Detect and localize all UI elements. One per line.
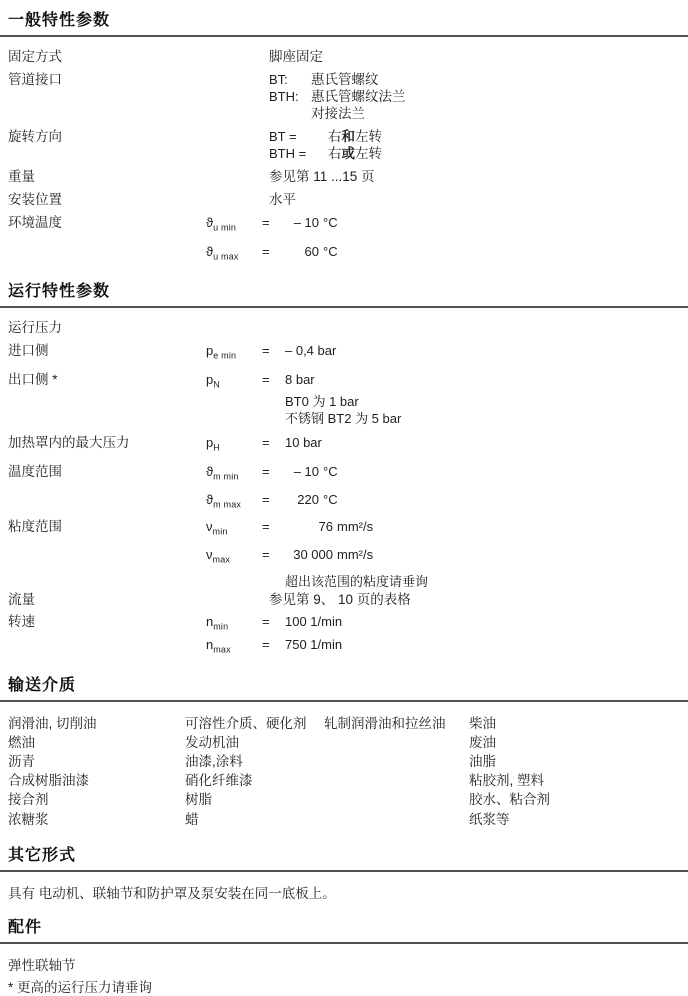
- value-number: 60: [304, 243, 319, 259]
- value-number: – 10: [293, 463, 319, 479]
- spec-row-rotation: [0, 145, 688, 162]
- value-unit: mm²/s: [337, 546, 374, 562]
- spec-value: [281, 546, 688, 563]
- spec-value: 水平: [269, 192, 296, 207]
- spec-row-rotation: [0, 128, 688, 145]
- equals-sign: =: [262, 546, 270, 562]
- code-key: BT =: [269, 129, 297, 144]
- value-unit: mm²/s: [337, 519, 374, 535]
- media-row: [0, 752, 688, 771]
- media-row: [0, 771, 688, 790]
- media-cell: 纸浆等: [469, 811, 510, 827]
- media-cell: [324, 810, 469, 829]
- value-unit: °C: [323, 463, 338, 479]
- spec-value-text: 对接法兰: [311, 106, 365, 121]
- spec-value: 750 1/min: [285, 636, 343, 652]
- value-number: – 10: [293, 215, 319, 230]
- spec-value: [199, 145, 688, 162]
- spec-row-speed: [0, 636, 688, 659]
- media-table: [0, 714, 688, 829]
- spec-row-outlet-note: [0, 410, 688, 427]
- value-unit: °C: [323, 491, 338, 507]
- value-number: 30 000: [293, 546, 333, 562]
- spec-row-flow: [0, 591, 688, 608]
- value-unit: °C: [323, 215, 338, 230]
- media-cell: 油漆,涂料: [185, 753, 243, 769]
- spec-value-text: 惠氏管螺纹法兰: [311, 89, 406, 104]
- media-cell: 可溶性介质、硬化剂: [185, 715, 307, 731]
- media-cell: [324, 771, 469, 790]
- spec-value: [281, 463, 688, 480]
- media-cell: 发动机油: [185, 734, 239, 750]
- spec-row-pipe-connection: [0, 88, 688, 105]
- symbol-theta-m-min: $ϑ_{m min}$: [206, 463, 239, 482]
- spec-value: [281, 243, 688, 260]
- symbol-p-h: $p_H$: [206, 435, 220, 453]
- accessory-item: 弹性联轴节: [8, 957, 76, 973]
- media-cell: 轧制润滑油和拉丝油: [324, 715, 446, 731]
- media-cell: 浓糖浆: [8, 811, 49, 827]
- symbol-theta-u-min: $ϑ_{u min}$: [206, 215, 237, 233]
- spec-value: 脚座固定: [269, 49, 323, 64]
- section-other-versions: [0, 842, 688, 902]
- symbol-nu-max: $\nu_{max}$: [206, 546, 231, 565]
- section-title: 输送介质: [0, 672, 688, 702]
- spec-row-install-position: [0, 191, 688, 208]
- spec-row-viscosity-note: [0, 573, 688, 590]
- media-cell: 沥青: [8, 753, 35, 769]
- spec-value-emphasis: 或: [341, 146, 355, 161]
- spec-value: [199, 128, 688, 145]
- spec-value: [199, 71, 688, 88]
- media-row: [0, 733, 688, 752]
- value-number: 76: [318, 519, 333, 535]
- spec-label: 转速: [8, 614, 35, 630]
- spec-value-text: 右: [328, 129, 342, 144]
- spec-label: 流量: [8, 592, 35, 608]
- spec-note: BT0 为 1 bar: [285, 394, 359, 410]
- spec-row-outlet: [0, 371, 688, 394]
- media-cell: 废油: [469, 734, 496, 750]
- spec-label: 固定方式: [8, 49, 62, 64]
- section-accessories: [0, 914, 688, 996]
- spec-row-mounting: [0, 48, 688, 65]
- code-key: BT:: [269, 72, 288, 87]
- media-cell: 柴油: [469, 715, 496, 731]
- spec-row-viscosity: [0, 518, 688, 541]
- code-key: BTH:: [269, 89, 299, 104]
- equals-sign: =: [262, 435, 270, 451]
- media-row: [0, 714, 688, 733]
- spec-value-emphasis: 和: [341, 129, 355, 144]
- spec-label: 安装位置: [8, 192, 62, 207]
- spec-value: [199, 105, 688, 122]
- other-versions-text: 具有 电动机、联轴节和防护罩及泵安装在同一底板上。: [8, 885, 336, 901]
- spec-label: 环境温度: [8, 215, 62, 230]
- symbol-theta-m-max: $ϑ_{m max}$: [206, 491, 242, 510]
- media-cell: [324, 733, 469, 752]
- section-transport-media: [0, 672, 688, 829]
- equals-sign: =: [262, 371, 270, 387]
- spec-row-ambient-temp: [0, 214, 688, 237]
- section-operating-parameters: [0, 278, 688, 658]
- spec-row-inlet: [0, 342, 688, 365]
- equals-sign: =: [262, 215, 270, 230]
- value-number: 220: [297, 491, 319, 507]
- equals-sign: =: [262, 519, 270, 535]
- spec-note: 不锈钢 BT2 为 5 bar: [285, 411, 402, 427]
- media-cell: 硝化纤维漆: [185, 773, 253, 789]
- equals-sign: =: [262, 614, 270, 630]
- media-cell: 燃油: [8, 734, 35, 750]
- symbol-n-max: $n_{max}$: [206, 636, 231, 655]
- spec-value: [281, 214, 688, 231]
- media-cell: 合成树脂油漆: [8, 773, 89, 789]
- spec-label: 旋转方向: [8, 129, 62, 144]
- section-title: 运行特性参数: [0, 278, 688, 308]
- media-cell: 粘胶剂, 塑料: [469, 773, 545, 789]
- spec-value: [281, 491, 688, 508]
- equals-sign: =: [262, 343, 270, 359]
- media-cell: [324, 752, 469, 771]
- spec-row-temp-range: [0, 491, 688, 514]
- media-cell: 接合剂: [8, 792, 49, 808]
- media-cell: 油脂: [469, 753, 496, 769]
- spec-value-text: 左转: [355, 146, 382, 161]
- spec-row-outlet-note: [0, 393, 688, 410]
- section-general-parameters: [0, 7, 688, 265]
- section-title: 一般特性参数: [0, 7, 688, 37]
- spec-row-ambient-temp: [0, 243, 688, 266]
- spec-row-pipe-connection: [0, 71, 688, 88]
- media-cell: 树脂: [185, 792, 212, 808]
- symbol-theta-u-max: $ϑ_{u max}$: [206, 243, 239, 262]
- media-cell: 胶水、粘合剂: [469, 792, 550, 808]
- footnote: * 更高的运行压力请垂询: [8, 979, 153, 995]
- symbol-p-n: $p_N$: [206, 371, 220, 390]
- spec-value: 100 1/min: [285, 614, 343, 630]
- media-row: [0, 810, 688, 829]
- spec-note: 超出该范围的粘度请垂询: [285, 574, 429, 590]
- spec-row-speed: [0, 613, 688, 636]
- spec-row-pipe-connection: [0, 105, 688, 122]
- media-row: [0, 790, 688, 809]
- media-cell: [324, 790, 469, 809]
- spec-value: 10 bar: [285, 435, 322, 451]
- spec-value-text: 右: [328, 146, 342, 161]
- spec-rows: [0, 319, 688, 658]
- spec-value-text: 左转: [355, 129, 382, 144]
- spec-label: 温度范围: [8, 463, 62, 479]
- symbol-p-e-min: $p_{e min}$: [206, 343, 237, 361]
- spec-rows: [0, 48, 688, 265]
- spec-row-temp-range: [0, 463, 688, 486]
- spec-row-viscosity: [0, 546, 688, 569]
- equals-sign: =: [262, 243, 270, 259]
- value-unit: °C: [323, 243, 338, 259]
- spec-label: 运行压力: [8, 320, 62, 336]
- spec-row-heating-jacket: [0, 434, 688, 457]
- spec-row-operating-pressure: [0, 319, 688, 336]
- spec-value: [199, 88, 688, 105]
- spec-label: 出口侧 *: [8, 371, 58, 387]
- spec-value: – 0,4 bar: [285, 343, 337, 359]
- spec-value: 参见第 11 ...15 页: [269, 169, 375, 184]
- spec-label: 重量: [8, 169, 35, 184]
- equals-sign: =: [262, 463, 270, 479]
- media-cell: 蜡: [185, 811, 199, 827]
- spec-label: 粘度范围: [8, 519, 62, 535]
- spec-value: 参见第 9、 10 页的表格: [269, 592, 411, 608]
- spec-value: 8 bar: [285, 371, 315, 387]
- media-cell: 润滑油, 切削油: [8, 715, 97, 731]
- equals-sign: =: [262, 491, 270, 507]
- equals-sign: =: [262, 636, 270, 652]
- spec-value: [281, 518, 688, 535]
- spec-row-weight: [0, 168, 688, 185]
- section-title: 配件: [0, 914, 688, 944]
- spec-label: 进口侧: [8, 343, 49, 359]
- symbol-n-min: $n_{min}$: [206, 614, 229, 632]
- spec-value-text: 惠氏管螺纹: [311, 72, 379, 87]
- symbol-nu-min: $\nu_{min}$: [206, 519, 228, 537]
- code-key: BTH =: [269, 146, 307, 161]
- spec-label: 管道接口: [8, 72, 62, 87]
- section-title: 其它形式: [0, 842, 688, 872]
- spec-label: 加热罩内的最大压力: [8, 435, 130, 451]
